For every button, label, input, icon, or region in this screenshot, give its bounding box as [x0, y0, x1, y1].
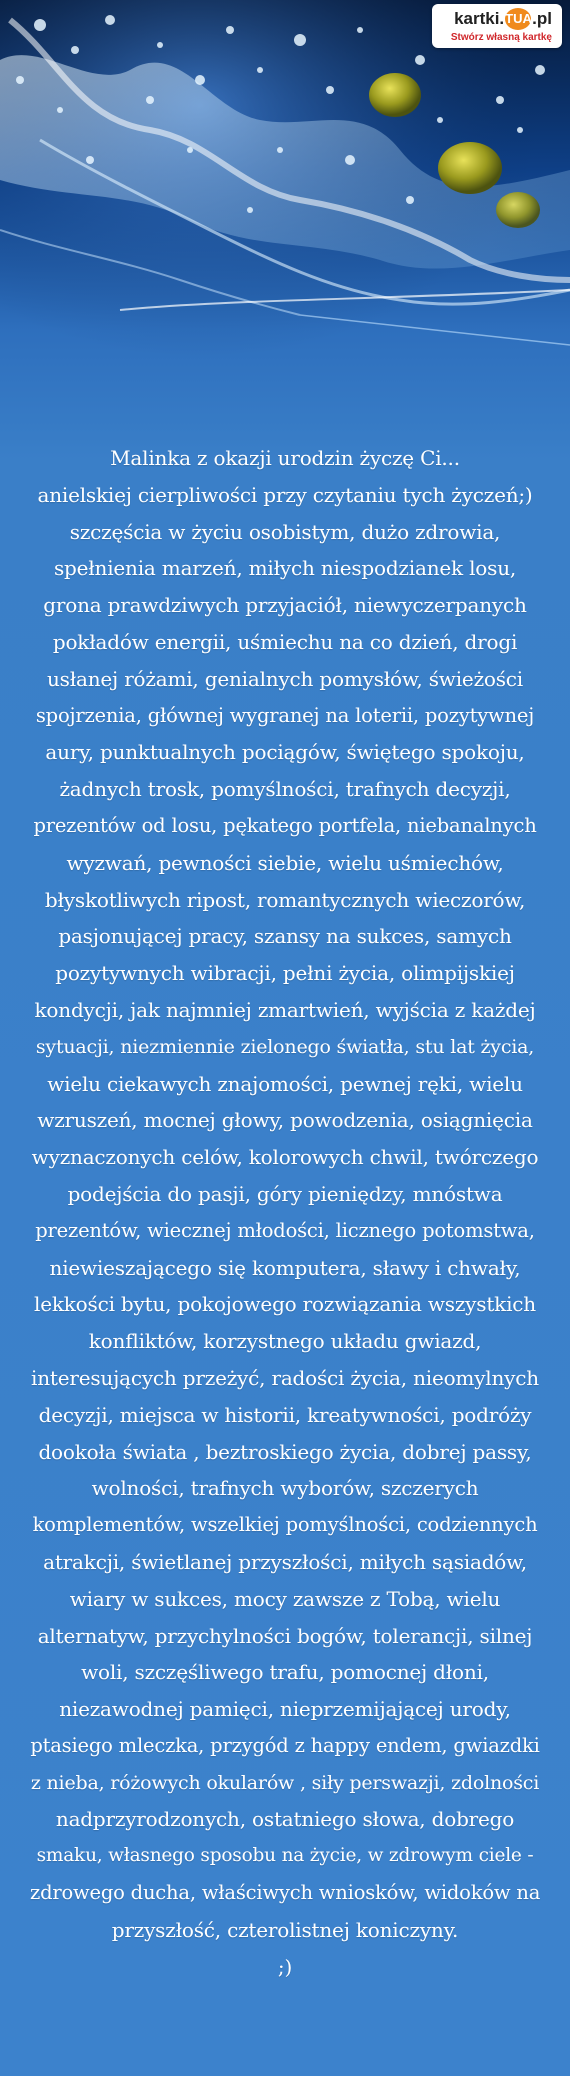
message-line: szczęścia w życiu osobistym, dużo zdrowia,: [69, 519, 501, 544]
logo-brand-left: kartki.: [454, 9, 505, 28]
message-line: wyzwań, pewności siebie, wielu uśmiechów,: [66, 850, 504, 875]
message-line: interesujących przeżyć, radości życia, nieomylnych: [31, 1365, 539, 1390]
message-line: pasjonującej pracy, szansy na sukces, samych: [58, 924, 512, 949]
message-line: niewieszającego się komputera, sławy i chwały,: [49, 1255, 521, 1280]
message-line: Malinka z okazji urodzin życzę Ci...: [110, 446, 460, 470]
message-line: anielskiej cierpliwości przy czytaniu tych życzeń;): [37, 482, 533, 507]
message-line: woli, szczęśliwego trafu, pomocnej dłoni,: [81, 1660, 489, 1685]
message-line: grona prawdziwych przyjaciół, niewyczerpanych: [43, 593, 527, 618]
message-line: wielu ciekawych znajomości, pewnej ręki, wielu: [47, 1071, 523, 1096]
message-line: dookoła świata , beztroskiego życia, dobrej passy,: [38, 1439, 532, 1464]
message-line: decyzji, miejsca w historii, kreatywności, podróży: [38, 1402, 532, 1427]
message-line: żadnych trosk, pomyślności, trafnych decyzji,: [59, 777, 511, 802]
logo-tagline: Stwórz własną kartkę: [450, 32, 552, 43]
message-line: podejścia do pasji, góry pieniędzy, mnóstwa: [67, 1181, 503, 1206]
message-line: przyszłość, czterolistnej koniczyny.: [111, 1917, 459, 1942]
message-line: konfliktów, korzystnego układu gwiazd,: [88, 1329, 482, 1354]
message-line: spojrzenia, głównej wygranej na loterii, pozytywnej: [35, 703, 535, 727]
message-line: ;): [277, 1954, 293, 1979]
message-line: z nieba, różowych okularów , siły perswazji, zdolności: [30, 1771, 540, 1794]
message-line: wyznaczonych celów, kolorowych chwil, twórczego: [31, 1145, 539, 1170]
message-line: zdrowego ducha, właściwych wniosków, widoków na: [30, 1881, 541, 1905]
greeting-message: [30, 440, 540, 1985]
message-line: wiary w sukces, mocy zawsze z Tobą, wielu: [69, 1586, 501, 1611]
message-line: usłanej różami, genialnych pomysłów, świeżości: [46, 666, 524, 691]
message-line: wolności, trafnych wyborów, szczerych: [91, 1476, 479, 1501]
message-line: niezawodnej pamięci, nieprzemijającej urody,: [59, 1697, 511, 1722]
message-line: komplementów, wszelkiej pomyślności, codziennych: [32, 1513, 538, 1537]
message-line: spełnienia marzeń, miłych niespodzianek losu,: [53, 556, 517, 581]
water-splash-image: [0, 0, 570, 420]
message-line: wzruszeń, mocnej głowy, powodzenia, osiągnięcia: [37, 1108, 533, 1133]
kartki-tua-logo[interactable]: [432, 4, 562, 48]
message-line: sytuacji, niezmiennie zielonego światła, stu lat życia,: [35, 1035, 535, 1058]
logo-brand-circle: TUA: [505, 8, 531, 30]
message-line: prezentów, wiecznej młodości, licznego potomstwa,: [35, 1218, 535, 1242]
message-line: aury, punktualnych pociągów, świętego spokoju,: [45, 740, 525, 765]
message-line: ptasiego mleczka, przygód z happy endem, gwiazdki: [30, 1733, 540, 1757]
message-line: alternatyw, przychylności bogów, tolerancji, silnej: [37, 1623, 533, 1648]
message-line: atrakcji, świetlanej przyszłości, miłych sąsiadów,: [43, 1549, 527, 1574]
logo-brand-right: .pl: [532, 9, 552, 28]
message-line: smaku, własnego sposobu na życie, w zdrowym ciele -: [36, 1845, 534, 1867]
message-line: prezentów od losu, pękatego portfela, niebanalnych: [33, 813, 537, 837]
message-line: lekkości bytu, pokojowego rozwiązania wszystkich: [34, 1292, 536, 1317]
message-line: błyskotliwych ripost, romantycznych wieczorów,: [44, 887, 526, 912]
message-line: pokładów energii, uśmiechu na co dzień, drogi: [52, 629, 518, 654]
message-line: kondycji, jak najmniej zmartwień, wyjścia z każdej: [34, 997, 536, 1022]
message-line: nadprzyrodzonych, ostatniego słowa, dobrego: [55, 1807, 515, 1832]
logo-wordmark: [454, 8, 552, 30]
message-line: pozytywnych wibracji, pełni życia, olimpijskiej: [55, 961, 515, 986]
